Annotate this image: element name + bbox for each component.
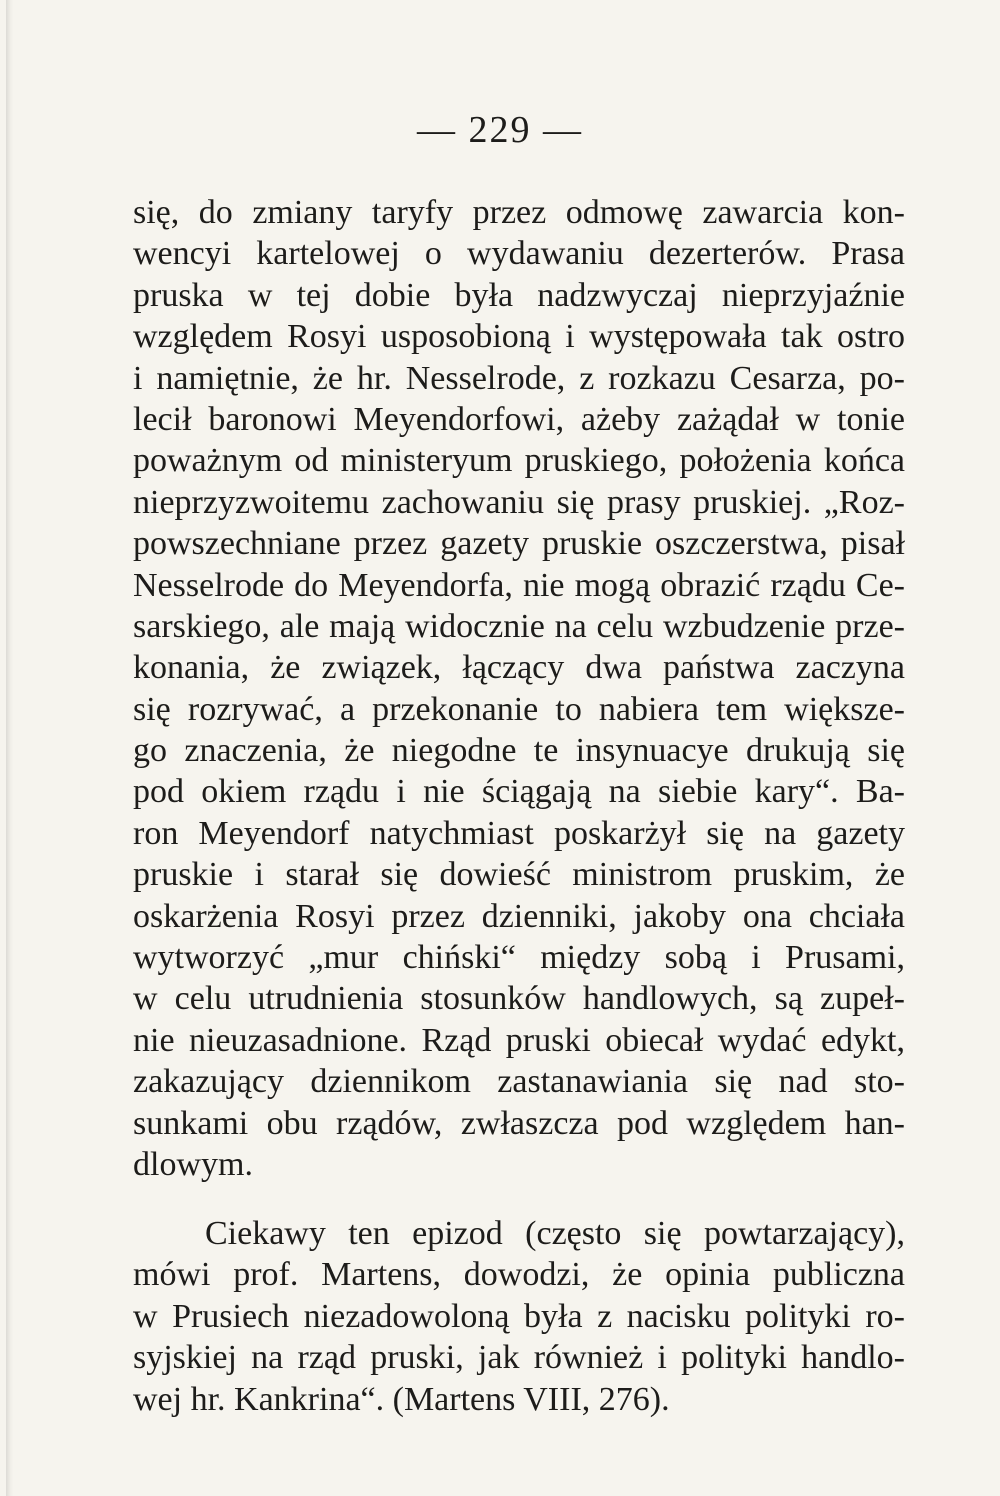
text-line: poważnym od ministeryum pruskiego, położenia końca (133, 442, 905, 480)
text-line: zakazujący dziennikom zastanawiania się nad sto- (133, 1063, 905, 1101)
text-line: go znaczenia, że niegodne te insynuacye drukują się (133, 732, 905, 770)
text-line: nie nieuzasadnione. Rząd pruski obiecał wydać edykt, (133, 1021, 905, 1059)
text-line: wytworzyć „mur chiński“ między sobą i Prusami, (133, 939, 905, 977)
text-line: w celu utrudnienia stosunków handlowych, są zupeł- (133, 980, 905, 1018)
text-line: konania, że związek, łączący dwa państwa zaczyna (133, 649, 905, 687)
text-line: w Prusiech niezadowoloną była z nacisku polityki ro- (133, 1297, 905, 1335)
text-line: oskarżenia Rosyi przez dzienniki, jakoby ona chciała (133, 897, 905, 935)
text-line: pod okiem rządu i nie ściągają na siebie kary“. Ba- (133, 773, 905, 811)
text-line: mówi prof. Martens, dowodzi, że opinia publiczna (133, 1256, 905, 1294)
page-number: — 229 — (417, 109, 583, 151)
text-line: względem Rosyi usposobioną i występowała tak ostro (133, 318, 905, 356)
text-line: wencyi kartelowej o wydawaniu dezerterów. Prasa (133, 235, 905, 273)
text-line: ron Meyendorf natychmiast poskarżył się na gazety (133, 814, 905, 852)
text-line: sunkami obu rządów, zwłaszcza pod względem han- (133, 1104, 905, 1142)
text-line: nieprzyzwoitemu zachowaniu się prasy pruskiej. „Roz- (133, 483, 905, 521)
paragraph-1 (133, 192, 905, 1185)
page-binding-edge (6, 0, 14, 1496)
text-line: sarskiego, ale mają widocznie na celu wzbudzenie prze- (133, 607, 905, 645)
text-line: lecił baronowi Meyendorfowi, ażeby zażądał w tonie (133, 400, 905, 438)
text-line: dlowym. (133, 1145, 253, 1183)
text-line: Ciekawy ten epizod (często się powtarzający), (205, 1215, 905, 1252)
text-line: Nesselrode do Meyendorfa, nie mogą obrazić rządu Ce- (133, 566, 905, 604)
text-line: się, do zmiany taryfy przez odmowę zawarcia kon- (133, 194, 905, 231)
text-line: pruska w tej dobie była nadzwyczaj nieprzyjaźnie (133, 276, 905, 314)
text-line: wej hr. Kankrina“. (Martens VIII, 276). (133, 1380, 670, 1418)
text-line: pruskie i starał się dowieść ministrom pruskim, że (133, 856, 905, 894)
text-line: powszechniane przez gazety pruskie oszczerstwa, pisał (133, 525, 905, 563)
text-line: i namiętnie, że hr. Nesselrode, z rozkazu Cesarza, po- (133, 359, 905, 397)
text-line: się rozrywać, a przekonanie to nabiera tem większe- (133, 690, 905, 728)
text-line: syjskiej na rząd pruski, jak również i polityki handlo- (133, 1339, 905, 1377)
paragraph-2 (133, 1213, 905, 1420)
